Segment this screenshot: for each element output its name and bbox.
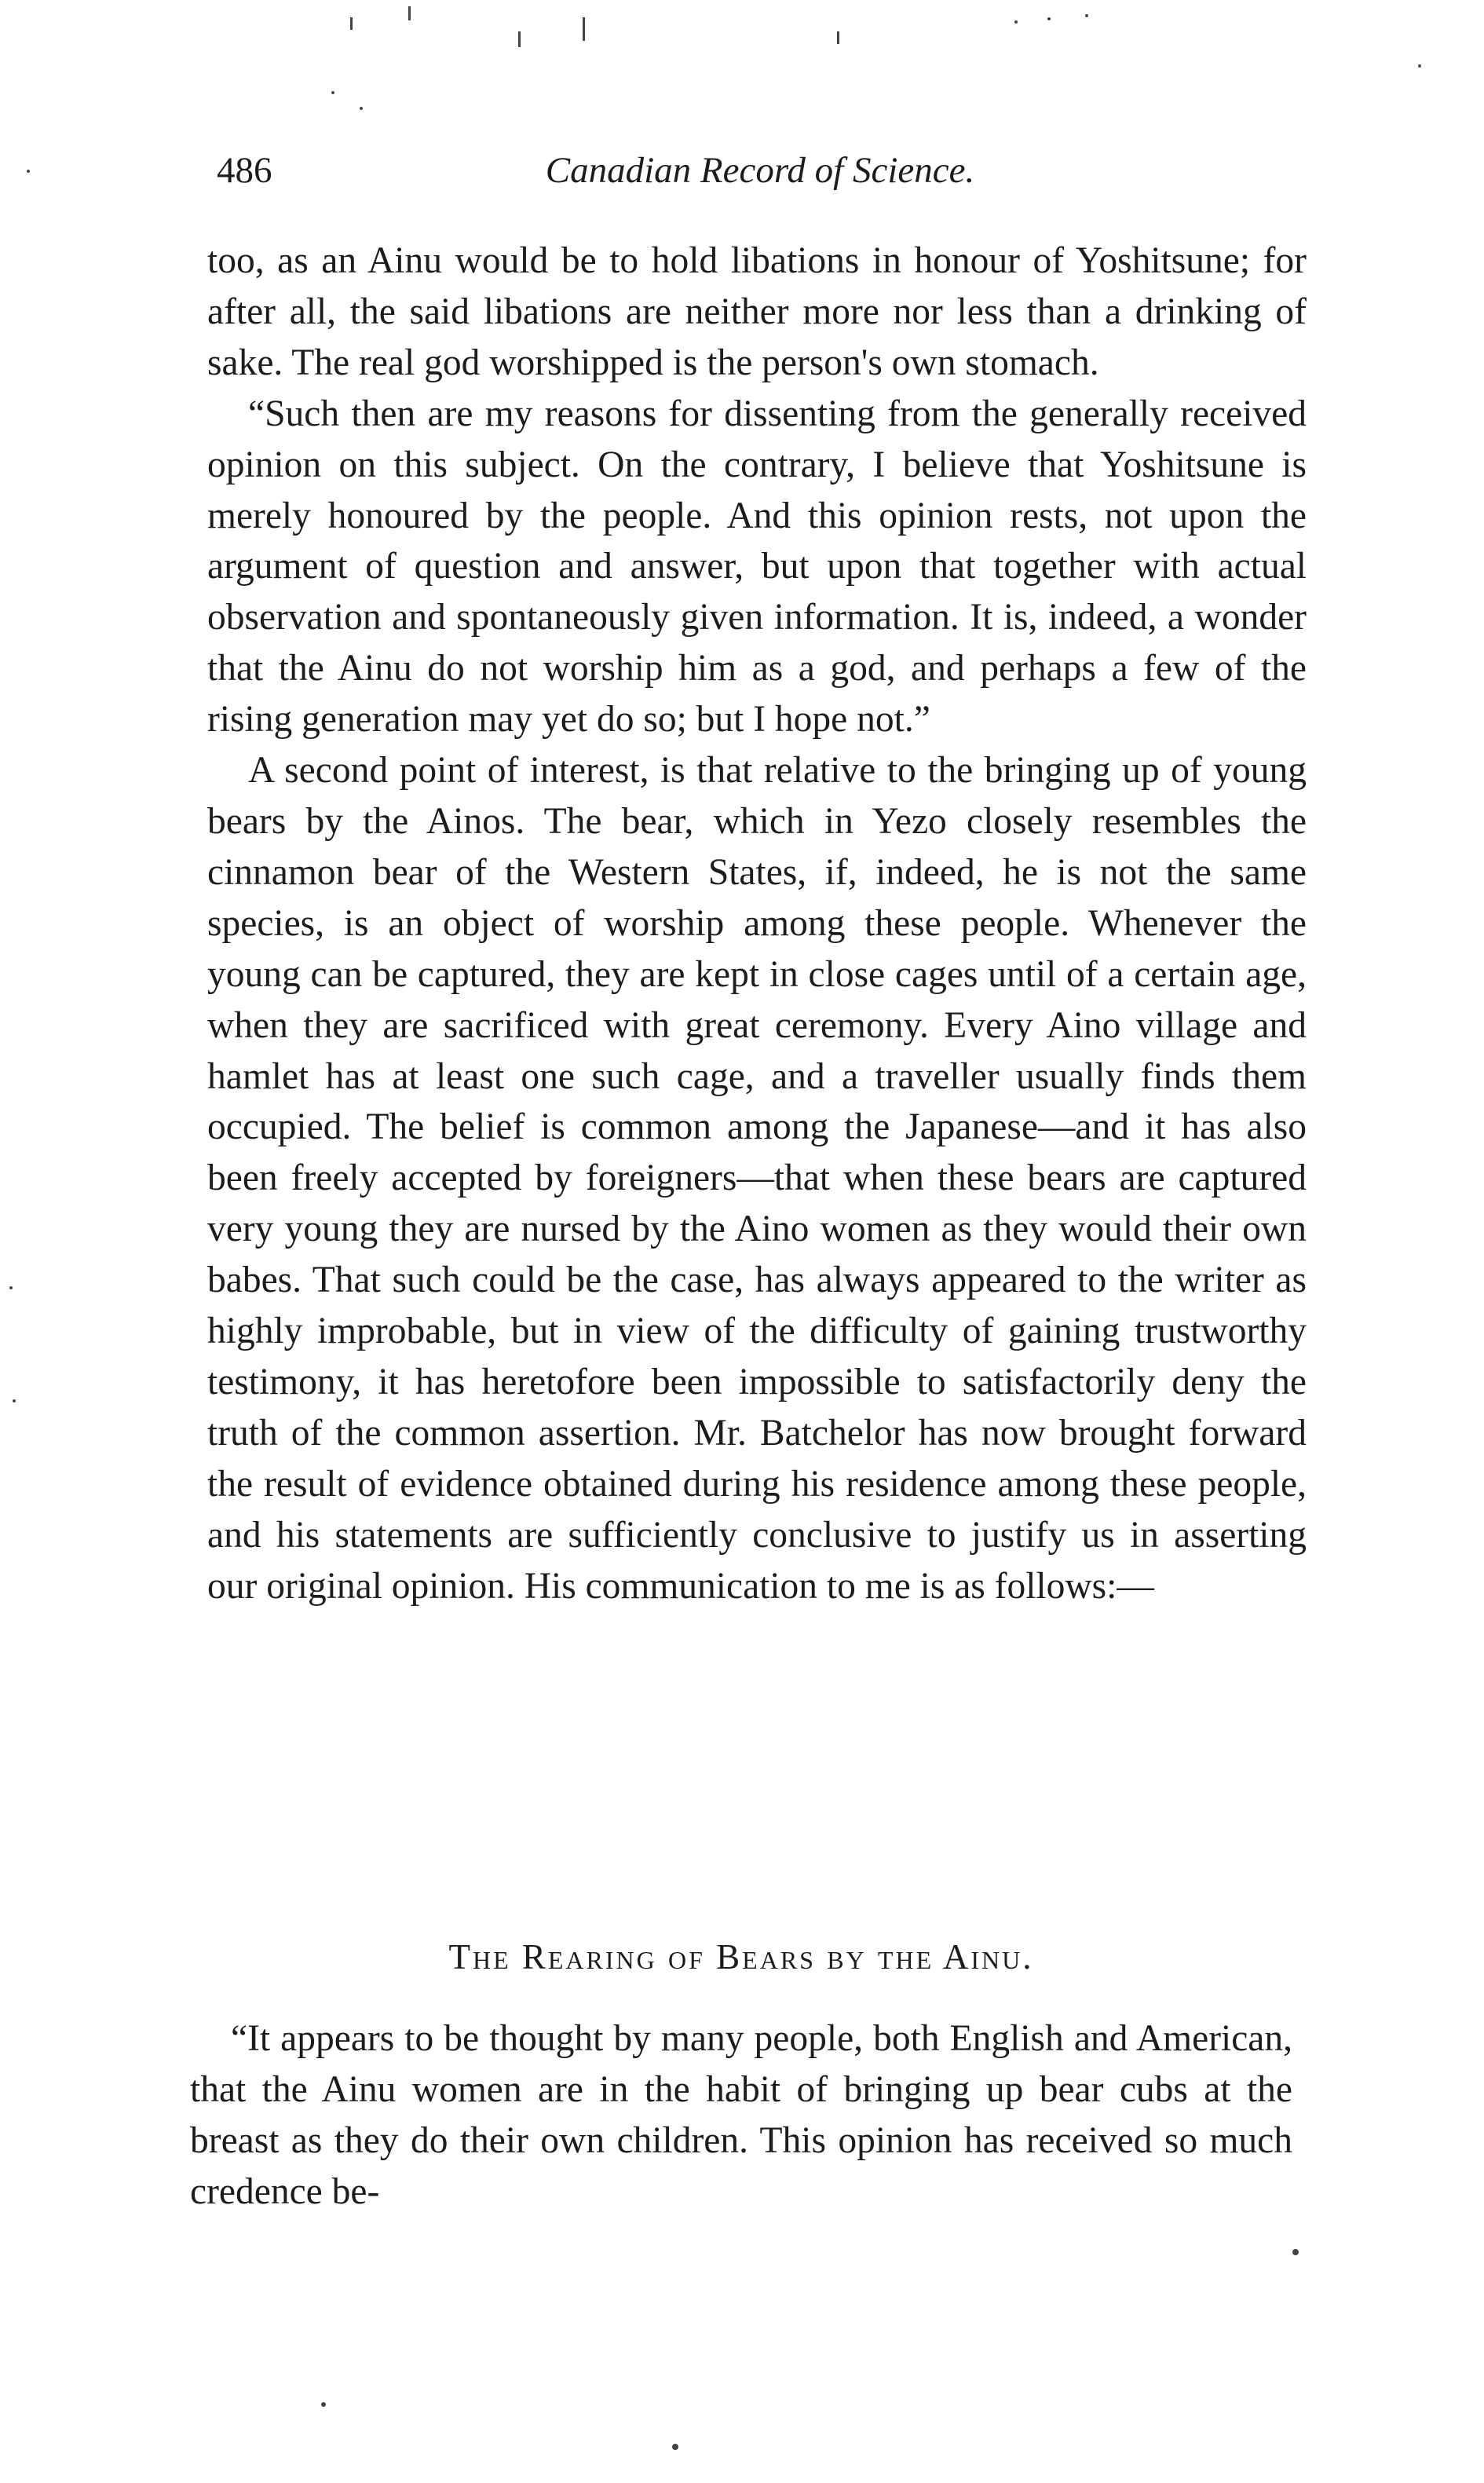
- scan-speck: [583, 17, 585, 41]
- running-head: Canadian Record of Science.: [545, 150, 975, 191]
- scan-speck: [13, 1399, 16, 1402]
- paragraph-bear-rearing: A second point of interest, is that relative to the bringing up of young bears by the Ainos. The bear, which in Yezo closely resembles the cinnamon bear of the Western States, if, indeed, he is not the same species, is an object of worship among these people. Whenever the young can be captured, they are kept in close cages until of a certain age, when they are sacrificed with great ceremony. Every Aino village and hamlet has at least one such cage, and a traveller usually finds them occupied. The belief is common among the Japanese—and it has also been freely accepted by foreigners—that when these bears are captured very young they are nursed by the Aino women as they would their own babes. That such could be the case, has always appeared to the writer as highly improbable, but in view of the difficulty of gaining trustworthy testimony, it has heretofore been impossible to satisfactorily deny the truth of the common assertion. Mr. Batchelor has now brought forward the result of evidence obtained during his residence among these people, and his statements are sufficiently conclusive to justify us in asserting our original opinion. His communication to me is as follows:—: [207, 750, 1307, 1607]
- scan-speck: [1085, 14, 1088, 17]
- scan-speck: [837, 31, 839, 44]
- scan-speck: [1418, 64, 1421, 68]
- scan-speck: [408, 6, 411, 20]
- scan-speck: [1014, 20, 1018, 24]
- scan-speck: [1292, 2249, 1299, 2255]
- scan-speck: [518, 31, 521, 47]
- scan-speck: [9, 1286, 13, 1289]
- scan-speck: [350, 17, 353, 30]
- page-number: 486: [217, 150, 272, 191]
- paragraph-quoted-communication: “It appears to be thought by many people, both English and American, that the Ainu women are in the habit of bringing up bear cubs at the breast as they do their own children. This opinion has received so much credence be-: [190, 2018, 1292, 2212]
- scan-speck: [672, 2444, 678, 2450]
- scan-speck: [1047, 17, 1051, 20]
- paragraph-quoted-opinion: “Such then are my reasons for dissenting from the generally received opinion on this subject. On the contrary, I believe that Yoshitsune is merely honoured by the people. And this opinion rests, not upon the argument of question and answer, but upon that together with actual observation and spontaneously given information. It is, indeed, a wonder that the Ainu do not worship him as a god, and perhaps a few of the rising generation may yet do so; but I hope not.”: [207, 393, 1307, 741]
- scan-speck: [331, 91, 334, 94]
- section-heading: The Rearing of Bears by the Ainu.: [448, 1937, 1034, 1977]
- scan-speck: [321, 2402, 326, 2407]
- scan-speck: [27, 170, 30, 173]
- scan-speck: [360, 107, 363, 110]
- paragraph-continuation: too, as an Ainu would be to hold libations in honour of Yoshitsune; for after all, the said libations are neither more nor less than a drinking of sake. The real god worshipped is the person's own stomach.: [207, 240, 1307, 383]
